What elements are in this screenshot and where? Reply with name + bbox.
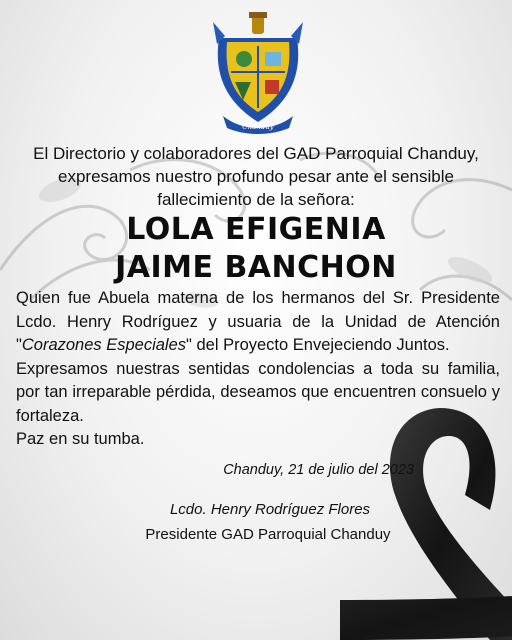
date-line: Chanduy, 21 de julio del 2023: [223, 462, 414, 478]
deceased-name-line-2: JAIME BANCHON: [115, 250, 397, 285]
crest-motto: Chanduy: [242, 123, 274, 131]
message-paragraph-3: Paz en su tumba.: [16, 430, 145, 448]
program-name: Corazones Especiales: [21, 336, 187, 354]
signatory-title: Presidente GAD Parroquial Chanduy: [145, 526, 391, 543]
intro-line-1: El Directorio y colaboradores del GAD Parroquial Chanduy,: [33, 144, 479, 163]
message-paragraph-1: [16, 287, 500, 358]
coat-of-arms-icon: [213, 10, 303, 136]
message-p1-tail: " del Proyecto Envejeciendo Juntos.: [186, 336, 450, 354]
mourning-ribbon-icon: [340, 400, 512, 640]
message-paragraph-2: Expresamos nuestras sentidas condolencias a toda su familia, por tan irreparable pérdida, deseamos que encuentren consuelo y fortaleza.: [16, 359, 500, 425]
intro-line-3: fallecimiento de la señora:: [157, 190, 355, 209]
deceased-name-line-1: LOLA EFIGENIA: [126, 212, 386, 247]
intro-text: [10, 142, 502, 211]
signatory-name: Lcdo. Henry Rodríguez Flores: [169, 501, 371, 518]
message-p1-text: Quien fue Abuela materna de los hermanos del Sr. Presidente Lcdo. Henry Rodríguez y usuaria de la Unidad de Atención ": [16, 289, 500, 354]
intro-line-2: expresamos nuestro profundo pesar ante el sensible: [58, 167, 454, 186]
